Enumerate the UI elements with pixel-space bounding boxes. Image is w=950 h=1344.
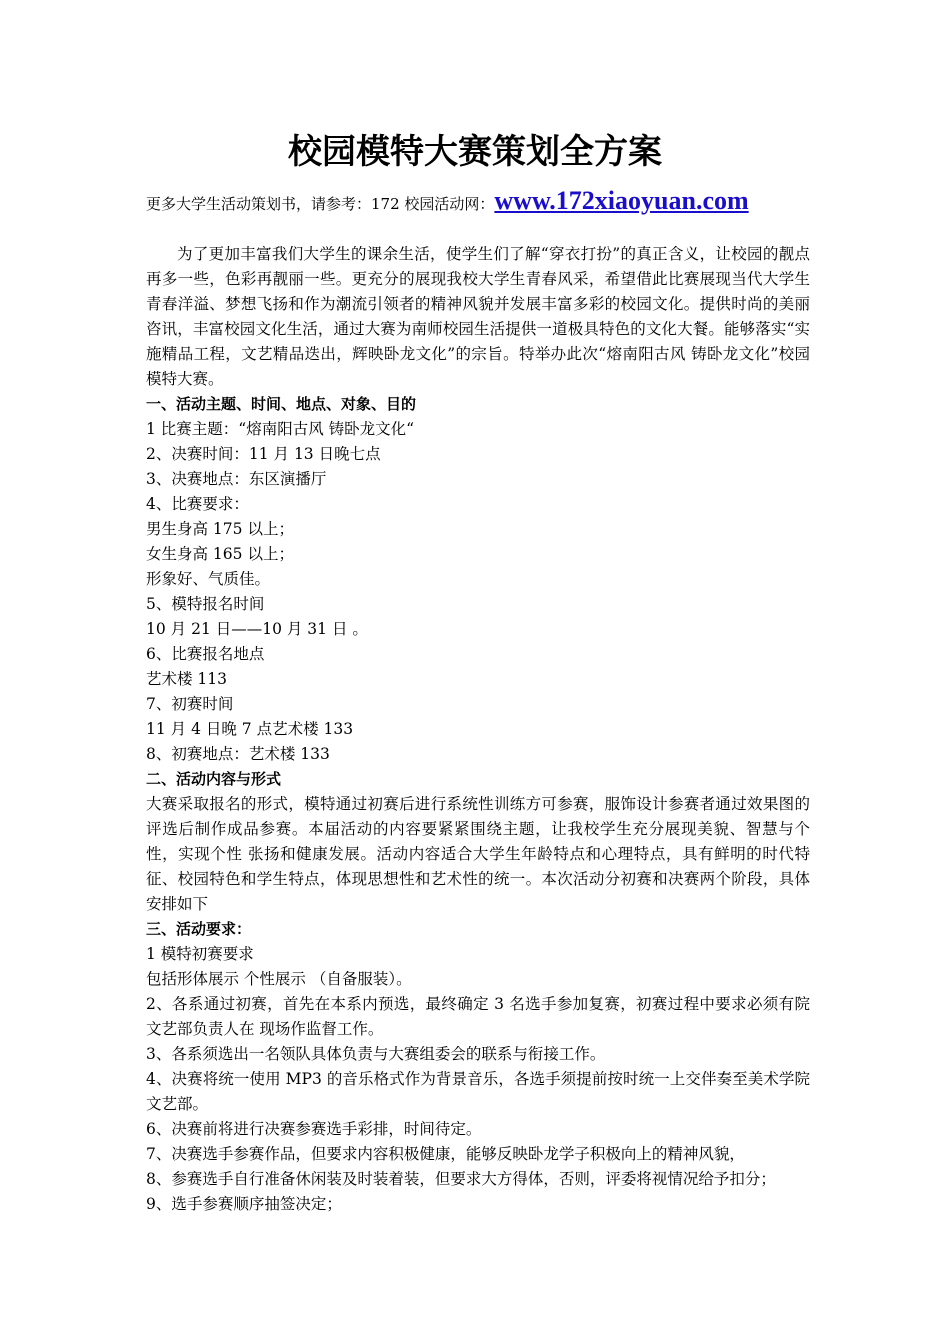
- document-body: [146, 242, 810, 1217]
- list-item: 9、选手参赛顺序抽签决定；: [146, 1195, 342, 1213]
- section-heading-1: 一、活动主题、时间、地点、对象、目的: [146, 395, 417, 413]
- list-item: 2、决赛时间：11 月 13 日晚七点: [146, 445, 381, 463]
- list-item: 6、决赛前将进行决赛参赛选手彩排，时间待定。: [146, 1120, 482, 1138]
- section-heading-2: 二、活动内容与形式: [146, 770, 282, 788]
- list-item: 3、各系须选出一名领队具体负责与大赛组委会的联系与衔接工作。: [146, 1045, 606, 1063]
- list-item: 艺术楼 113: [146, 670, 228, 688]
- website-link[interactable]: www.172xiaoyuan.com: [494, 186, 749, 215]
- list-item: 8、参赛选手自行准备休闲装及时装着装，但要求大方得体，否则，评委将视情况给予扣分；: [146, 1170, 776, 1188]
- list-item: 女生身高 165 以上；: [146, 545, 294, 563]
- list-item: 包括形体展示 个性展示 （自备服装）。: [146, 970, 412, 988]
- list-item: 2、各系通过初赛，首先在本系内预选，最终确定 3 名选手参加复赛，初赛过程中要求必须有院文艺部负责人在 现场作监督工作。: [146, 995, 810, 1038]
- section-2-paragraph: 大赛采取报名的形式，模特通过初赛后进行系统性训练方可参赛，服饰设计参赛者通过效果图的评选后制作成品参赛。本届活动的内容要紧紧围绕主题，让我校学生充分展现美貌、智慧与个性，实现个性 张扬和健康发展。活动内容适合大学生年龄特点和心理特点，具有鲜明的时代特征、校园特色和学生特点，体现思想性和艺术性的统一。本次活动分初赛和决赛两个阶段，具体安排如下: [146, 795, 810, 913]
- list-item: 男生身高 175 以上；: [146, 520, 294, 538]
- list-item: 5、模特报名时间: [146, 595, 265, 613]
- list-item: 10 月 21 日——10 月 31 日 。: [146, 620, 368, 638]
- reference-text: 更多大学生活动策划书，请参考：172 校园活动网：: [146, 195, 495, 213]
- list-item: 3、决赛地点：东区演播厅: [146, 470, 327, 488]
- list-item: 4、比赛要求：: [146, 495, 249, 513]
- list-item: 4、决赛将统一使用 MP3 的音乐格式作为背景音乐，各选手须提前按时统一上交伴奏至美术学院文艺部。: [146, 1070, 810, 1113]
- list-item: 形象好、气质佳。: [146, 570, 271, 588]
- list-item: 1 模特初赛要求: [146, 945, 254, 963]
- list-item: 1 比赛主题：“熔南阳古风 铸卧龙文化“: [146, 420, 415, 438]
- list-item: 11 月 4 日晚 7 点艺术楼 133: [146, 720, 354, 738]
- intro-paragraph: 为了更加丰富我们大学生的课余生活，使学生们了解“穿衣打扮”的真正含义，让校园的靓点再多一些，色彩再靓丽一些。更充分的展现我校大学生青春风采，希望借此比赛展现当代大学生青春洋溢、梦想飞扬和作为潮流引领者的精神风貌并发展丰富多彩的校园文化。提供时尚的美丽咨讯，丰富校园文化生活，通过大赛为南师校园生活提供一道极具特色的文化大餐。能够落实“实施精品工程，文艺精品迭出，辉映卧龙文化”的宗旨。特举办此次“熔南阳古风 铸卧龙文化”校园模特大赛。: [146, 245, 810, 388]
- list-item: 8、初赛地点：艺术楼 133: [146, 745, 330, 763]
- page-title: 校园模特大赛策划全方案: [288, 132, 662, 172]
- list-item: 6、比赛报名地点: [146, 645, 265, 663]
- list-item: 7、决赛选手参赛作品，但要求内容积极健康，能够反映卧龙学子积极向上的精神风貌，: [146, 1145, 745, 1163]
- reference-line: [146, 186, 749, 219]
- list-item: 7、初赛时间: [146, 695, 234, 713]
- section-heading-3: 三、活动要求：: [146, 920, 252, 938]
